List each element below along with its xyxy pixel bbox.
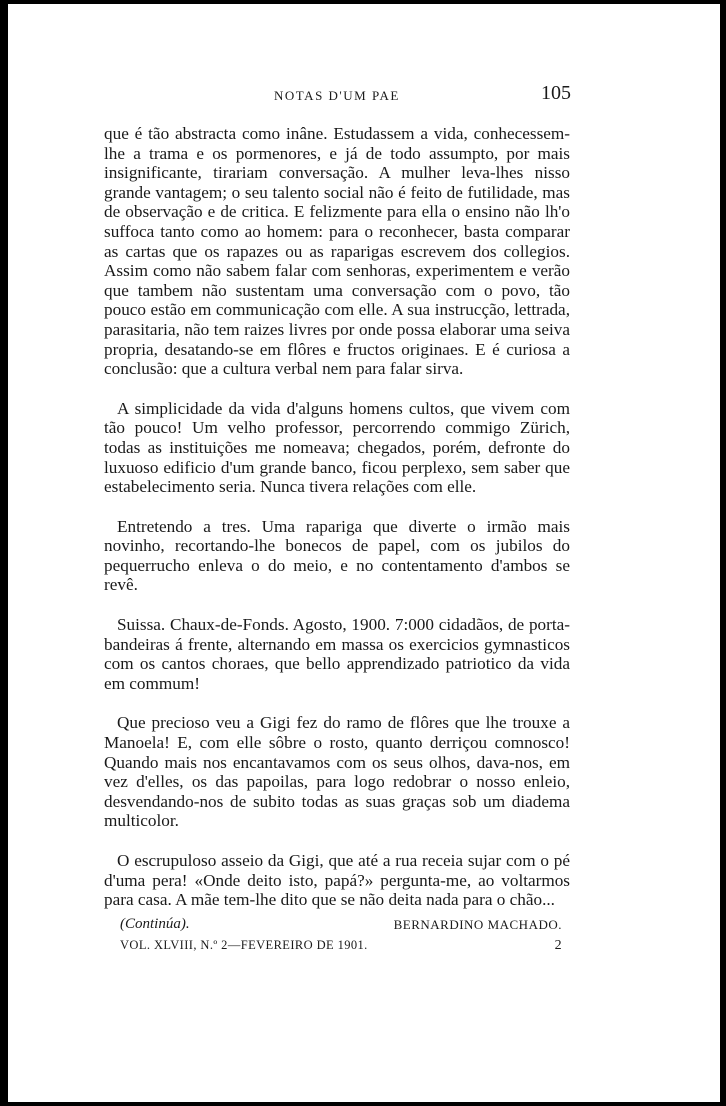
book-page bbox=[104, 82, 570, 956]
continua-note: (Continúa). bbox=[120, 915, 190, 932]
volume-line bbox=[104, 936, 570, 956]
paragraph-1: que é tão abstracta como inâne. Estudassem a vida, conhecessem-lhe a trama e os pormenores, e já de todo assumpto, por mais insignificante, tirariam conversação. A mulher leva-lhes nisso grande vantagem; o seu talento social não é feito de futilidade, mas de observação e de critica. E felizmente para ella o ensino não lh'o suffoca tanto como ao homem: para o reconhecer, basta comparar as cartas que os rapazes ou as raparigas escrevem dos collegios. Assim como não sabem falar com senhoras, experimentem e verão que tambem não sustentam uma conversação com o povo, tão pouco estão em communicação com elle. A sua instrucção, lettrada, parasitaria, não tem raizes livres por onde possa elaborar uma seiva propria, desatando-se em flôres e fructos originaes. E é curiosa a conclusão: que a cultura verbal nem para falar sirva. bbox=[104, 124, 570, 379]
volume-info: VOL. XLVIII, N.º 2—FEVEREIRO DE 1901. bbox=[120, 937, 368, 952]
page-number: 105 bbox=[541, 82, 571, 104]
paragraph-3: Entretendo a tres. Uma rapariga que diverte o irmão mais novinho, recortando-lhe bonecos de papel, com os jubilos do pequerrucho enleva o do meio, e no contentamento d'ambos se revê. bbox=[104, 516, 570, 595]
running-head bbox=[104, 82, 570, 112]
paragraph-6: O escrupuloso asseio da Gigi, que até a rua receia sujar com o pé d'uma pera! «Onde deito isto, papá?» pergunta-me, ao voltarmos para casa. A mãe tem-lhe dito que se não deita nada para o chão... bbox=[104, 851, 570, 910]
article-signoff bbox=[104, 914, 570, 936]
paragraph-2: A simplicidade da vida d'alguns homens cultos, que vivem com tão pouco! Um velho professor, percorrendo commigo Zürich, todas as instituições me nomeava; chegados, porém, defronte do luxuoso edificio d'um grande banco, ficou perplexo, sem saber que estabelecimento seria. Nunca tivera relações com elle. bbox=[104, 398, 570, 497]
paragraph-4: Suissa. Chaux-de-Fonds. Agosto, 1900. 7:000 cidadãos, de porta-bandeiras á frente, alternando em massa os exercicios gymnasticos com os cantos choraes, que bello apprendizado patriotico da vida em commum! bbox=[104, 615, 570, 693]
paragraph-5: Que precioso veu a Gigi fez do ramo de flôres que lhe trouxe a Manoela! E, com elle sôbre o rosto, quanto derriçou comnosco! Quando mais nos encantavamos com os seus olhos, dava-nos, em vez d'elles, os das papoilas, para logo redobrar o nosso enleio, desvendando-nos de subito todas as suas graças sob um diadema multicolor. bbox=[104, 713, 570, 831]
running-head-title: NOTAS D'UM PAE bbox=[274, 88, 400, 103]
signature-mark: 2 bbox=[554, 937, 562, 953]
author-name: BERNARDINO MACHADO. bbox=[393, 916, 562, 932]
